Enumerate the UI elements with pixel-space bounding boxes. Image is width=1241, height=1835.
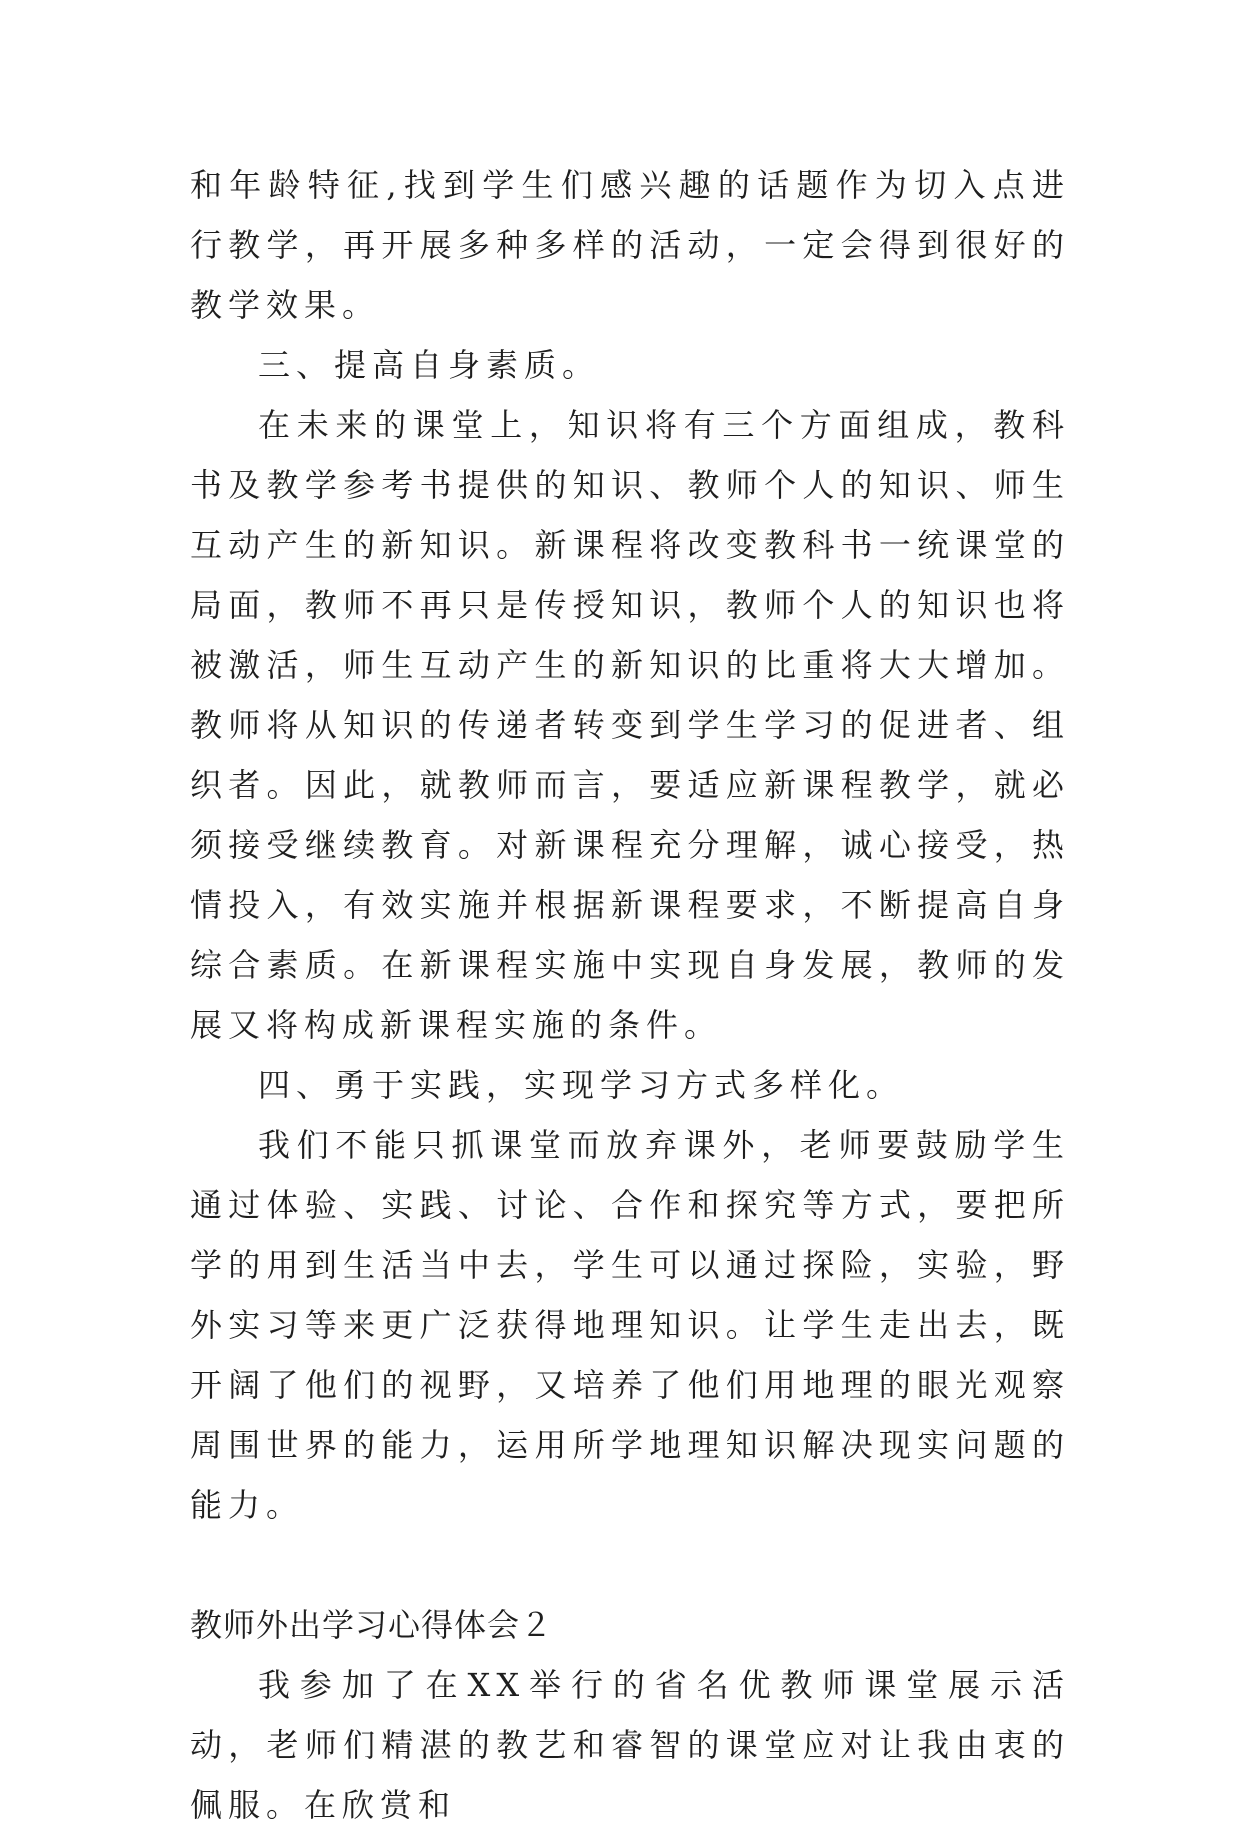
- blank-line: [190, 1535, 1070, 1595]
- paragraph-continued: 和年龄特征,找到学生们感兴趣的话题作为切入点进行教学，再开展多种多样的活动，一定会得到很好的教学效果。: [190, 166, 1070, 324]
- article-title: 教师外出学习心得体会２: [190, 1606, 554, 1644]
- paragraph-intro: 我参加了在XX举行的省名优教师课堂展示活动，老师们精湛的教艺和睿智的课堂应对让我由衷的佩服。在欣赏和: [190, 1666, 1070, 1824]
- section-heading-four: 四、勇于实践，实现学习方式多样化。: [258, 1066, 905, 1104]
- section-heading-three: 三、提高自身素质。: [258, 346, 601, 384]
- document-body: [190, 155, 1070, 1835]
- paragraph-knowledge: 在未来的课堂上，知识将有三个方面组成，教科书及教学参考书提供的知识、教师个人的知识、师生互动产生的新知识。新课程将改变教科书一统课堂的局面，教师不再只是传授知识，教师个人的知识也将被激活，师生互动产生的新知识的比重将大大增加。教师将从知识的传递者转变到学生学习的促进者、组织者。因此，就教师而言，要适应新课程教学，就必须接受继续教育。对新课程充分理解，诚心接受，热情投入，有效实施并根据新课程要求，不断提高自身综合素质。在新课程实施中实现自身发展，教师的发展又将构成新课程实施的条件。: [190, 406, 1070, 1044]
- paragraph-practice: 我们不能只抓课堂而放弃课外，老师要鼓励学生通过体验、实践、讨论、合作和探究等方式，要把所学的用到生活当中去，学生可以通过探险，实验，野外实习等来更广泛获得地理知识。让学生走出去，既开阔了他们的视野，又培养了他们用地理的眼光观察周围世界的能力，运用所学地理知识解决现实问题的能力。: [190, 1126, 1070, 1524]
